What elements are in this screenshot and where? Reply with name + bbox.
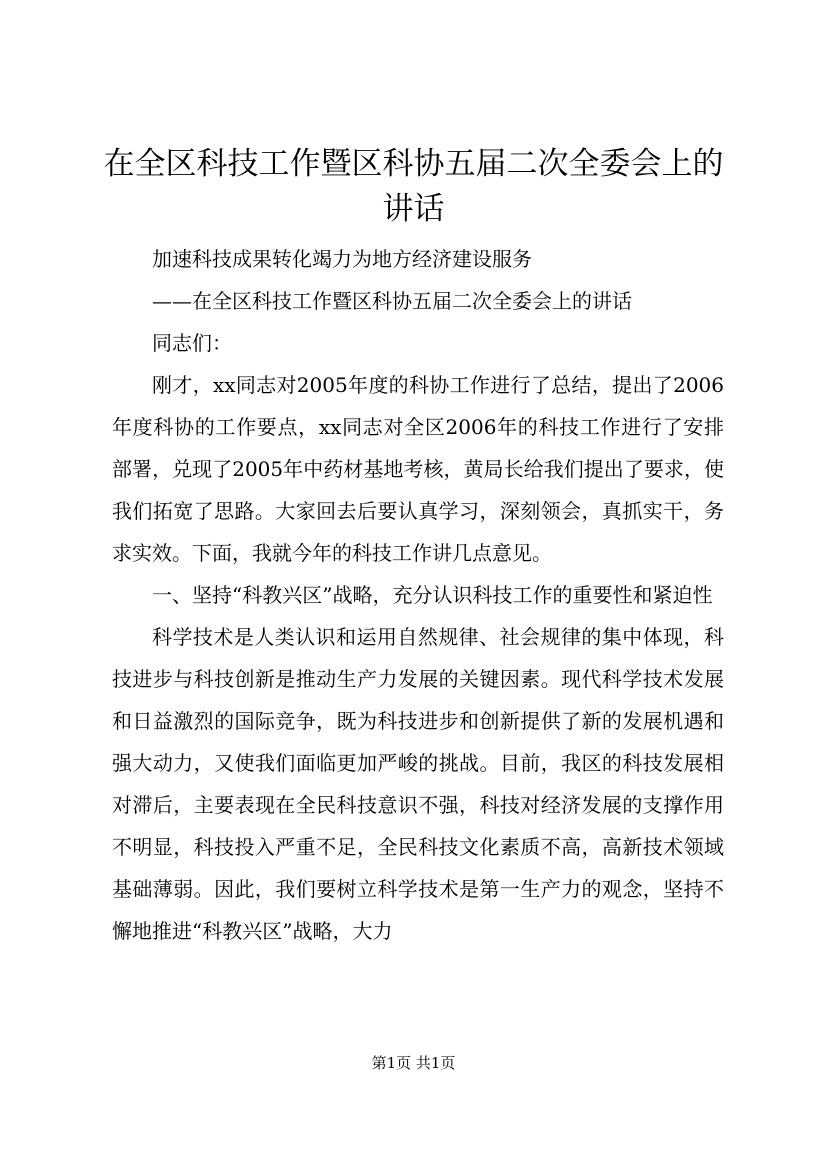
paragraph-section-1: 科学技术是人类认识和运用自然规律、社会规律的集中体现，科技进步与科技创新是推动生产力发展的关键因素。现代科学技术发展和日益激烈的国际竞争，既为科技进步和创新提供了新的发展机遇和强大动力，又使我们面临更加严峻的挑战。目前，我区的科技发展相对滞后，主要表现在全民科技意识不强，科技对经济发展的支撑作用不明显，科技投入严重不足，全民科技文化素质不高，高新技术领域基础薄弱。因此，我们要树立科学技术是第一生产力的观念，坚持不懈地推进“科教兴区”战略，大力 xyxy=(112,625,724,943)
salutation: 同志们： xyxy=(152,331,232,355)
paragraph-intro: 刚才，xx同志对2005年度的科协工作进行了总结，提出了2006年度科协的工作要点，xx同志对全区2006年的科技工作进行了安排部署，兑现了2005年中药材基地考核，黄局长给我们提出了要求，使我们拓宽了思路。大家回去后要认真学习，深刻领会，真抓实干，务求实效。下面，我就今年的科技工作讲几点意见。 xyxy=(112,373,724,565)
document-title: 在全区科技工作暨区科协五届二次全委会上的讲话 xyxy=(103,146,724,227)
section-heading-1: 一、坚持“科教兴区”战略，充分认识科技工作的重要性和紧迫性 xyxy=(152,583,713,607)
document-body xyxy=(112,238,724,952)
subtitle-dash-line: ——在全区科技工作暨区科协五届二次全委会上的讲话 xyxy=(152,289,632,313)
page-footer: 第1页 共1页 xyxy=(371,1054,456,1072)
subtitle-line: 加速科技成果转化竭力为地方经济建设服务 xyxy=(152,247,532,271)
